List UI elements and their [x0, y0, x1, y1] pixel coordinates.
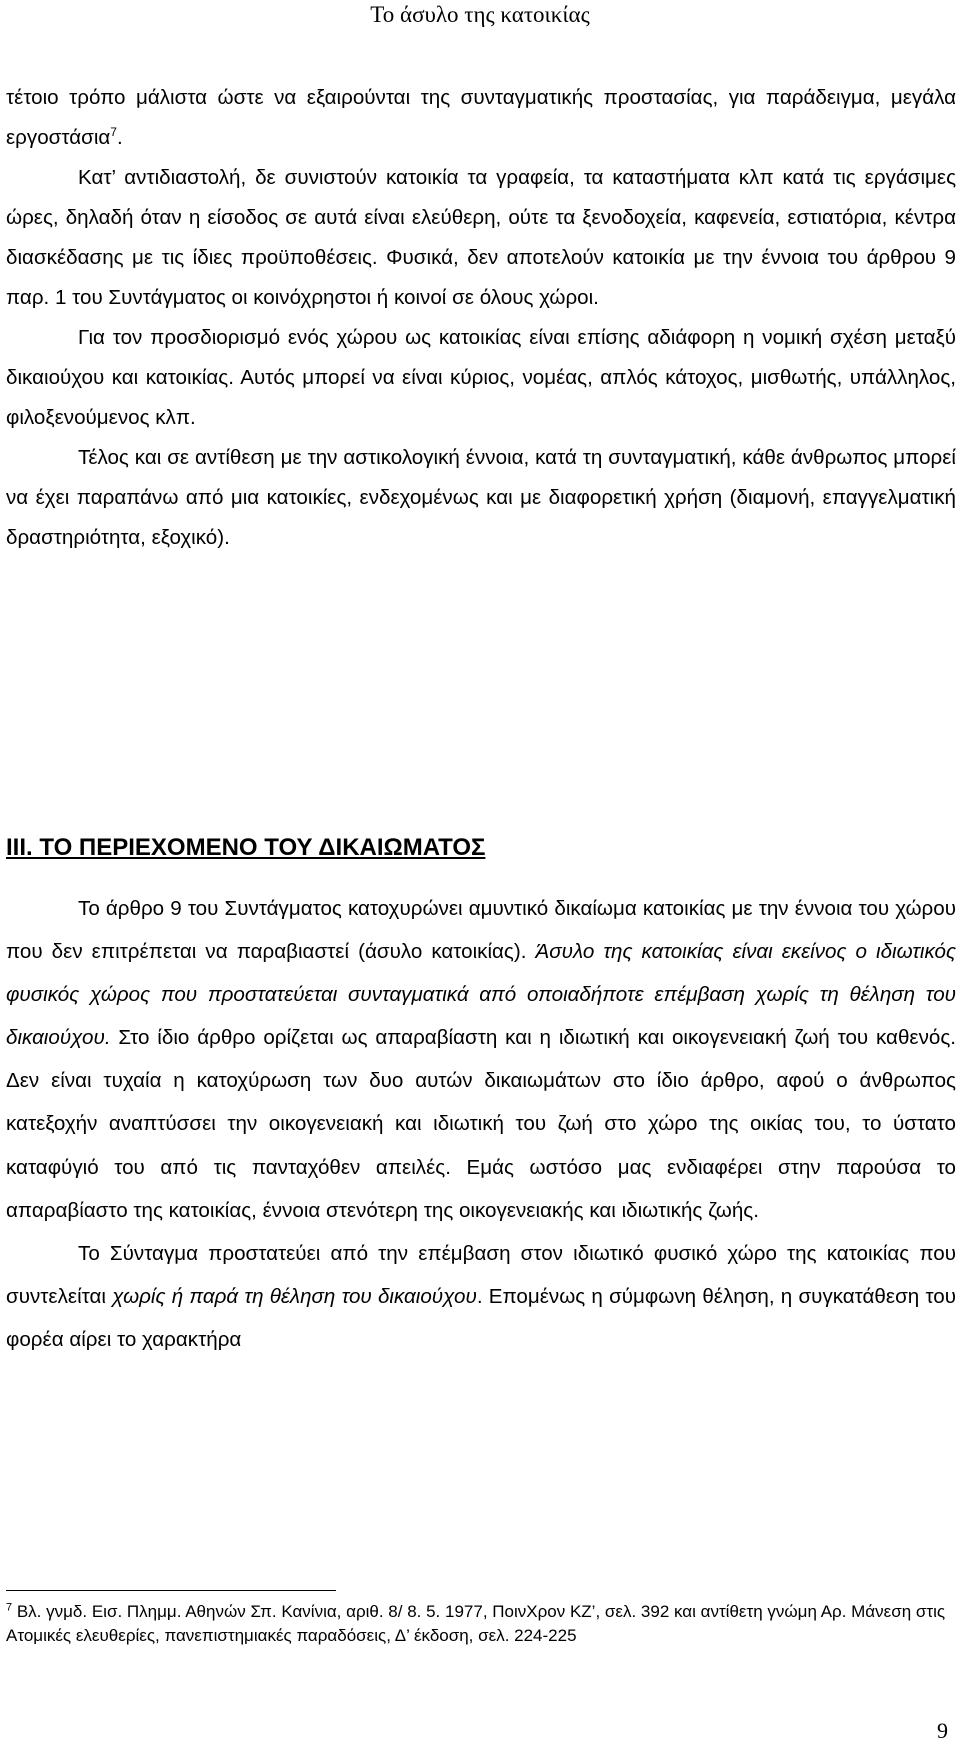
paragraph-5-text-b: Στο ίδιο άρθρο ορίζεται ως απαραβίαστη και η ιδιωτική και οικογενειακή ζωή του καθενός. Δεν είναι τυχαία η κατοχύρωση των δυο αυτών δικαιωμάτων στο ίδιο άρθρο, αφού ο άνθρωπος κατεξοχήν αναπτύσσει την οικογενειακή και ιδιωτική του ζωή στο χώρο της οικίας του, το ύστατο καταφύγιό του από τις πανταχόθεν απειλές. Εμάς ωστόσο μας ενδιαφέρει στην παρούσα το απαραβίαστο της κατοικίας, έννοια στενότερη της οικογενειακής και ιδιωτικής ζωής.: [6, 1026, 956, 1222]
running-header: [0, 0, 960, 40]
header-title: Το άσυλο της κατοικίας: [370, 2, 590, 27]
footnote: [6, 1600, 956, 1648]
section-heading: III. ΤΟ ΠΕΡΙΕΧΟΜΕΝΟ ΤΟΥ ΔΙΚΑΙΩΜΑΤΟΣ: [6, 834, 486, 861]
footnote-separator: [6, 1590, 336, 1591]
paragraph-1: [6, 78, 956, 158]
paragraph-6-text-b: . Επομένως η σύμφωνη θέληση, η συγκατάθεση του φορέα αίρει το χαρακτήρα: [6, 1284, 957, 1351]
paragraph-6-text-a: Το Σύνταγμα προστατεύει από την επέμβαση στον ιδιωτικό φυσικό χώρο της κατοικίας που συντελείται: [6, 1241, 956, 1308]
footnote-7: [6, 1600, 956, 1648]
paragraph-6-italic: χωρίς ή παρά τη θέληση του δικαιούχου: [112, 1284, 477, 1308]
paragraph-5: [6, 887, 956, 1232]
paragraph-4: Τέλος και σε αντίθεση με την αστικολογική έννοια, κατά τη συνταγματική, κάθε άνθρωπος μπορεί να έχει παραπάνω από μια κατοικίες, ενδεχομένως και με διαφορετική χρήση (διαμονή, επαγγελματική δραστηριότητα, εξοχικό).: [6, 446, 956, 549]
paragraph-3: Για τον προσδιορισμό ενός χώρου ως κατοικίας είναι επίσης αδιάφορη η νομική σχέση μεταξύ δικαιούχου και κατοικίας. Αυτός μπορεί να είναι κύριος, νομέας, απλός κάτοχος, μισθωτής, υπάλληλος, φιλοξενούμενος κλπ.: [6, 326, 956, 429]
paragraph-1-text: τέτοιο τρόπο μάλιστα ώστε να εξαιρούνται της συνταγματικής προστασίας, για παράδειγμα, μεγάλα εργοστάσια: [6, 86, 956, 149]
footnote-reference[interactable]: 7: [110, 125, 117, 140]
footnote-number: 7: [6, 1601, 13, 1614]
paragraph-5-italic: Άσυλο της κατοικίας είναι εκείνος ο ιδιωτικός φυσικός χώρος που προστατεύεται συνταγματικά από οποιαδήποτε επέμβαση χωρίς τη θέληση του δικαιούχου.: [6, 940, 956, 1050]
page-number: 9: [937, 1718, 948, 1743]
paragraph-1-end: .: [116, 126, 123, 149]
section-content: [6, 887, 956, 1361]
paragraph-6: [6, 1232, 956, 1361]
paragraph-2: Κατ’ αντιδιαστολή, δε συνιστούν κατοικία τα γραφεία, τα καταστήματα κλπ κατά τις εργάσιμες ώρες, δηλαδή όταν η είσοδος σε αυτά είναι ελεύθερη, ούτε τα ξενοδοχεία, καφενεία, εστιατόρια, κέντρα διασκέδασης με τις ίδιες προϋποθέσεις. Φυσικά, δεν αποτελούν κατοικία με την έννοια του άρθρου 9 παρ. 1 του Συντάγματος οι κοινόχρηστοι ή κοινοί σε όλους χώροι.: [6, 166, 956, 309]
footnote-text: Βλ. γνμδ. Εισ. Πλημμ. Αθηνών Σπ. Κανίνια, αριθ. 8/ 8. 5. 1977, ΠοινΧρον ΚΖ’, σελ. 392 και αντίθετη γνώμη Αρ. Μάνεση στις Ατομικές ελευθερίες, πανεπιστημιακές παραδόσεις, Δ’ έκδοση, σελ. 224-225: [6, 1602, 946, 1645]
section-continuation: [6, 78, 956, 558]
paragraph-5-text-a: Το άρθρο 9 του Συντάγματος κατοχυρώνει αμυντικό δικαίωμα κατοικίας με την έννοια του χώρου που δεν επιτρέπεται να παραβιαστεί (άσυλο κατοικίας).: [6, 897, 956, 964]
